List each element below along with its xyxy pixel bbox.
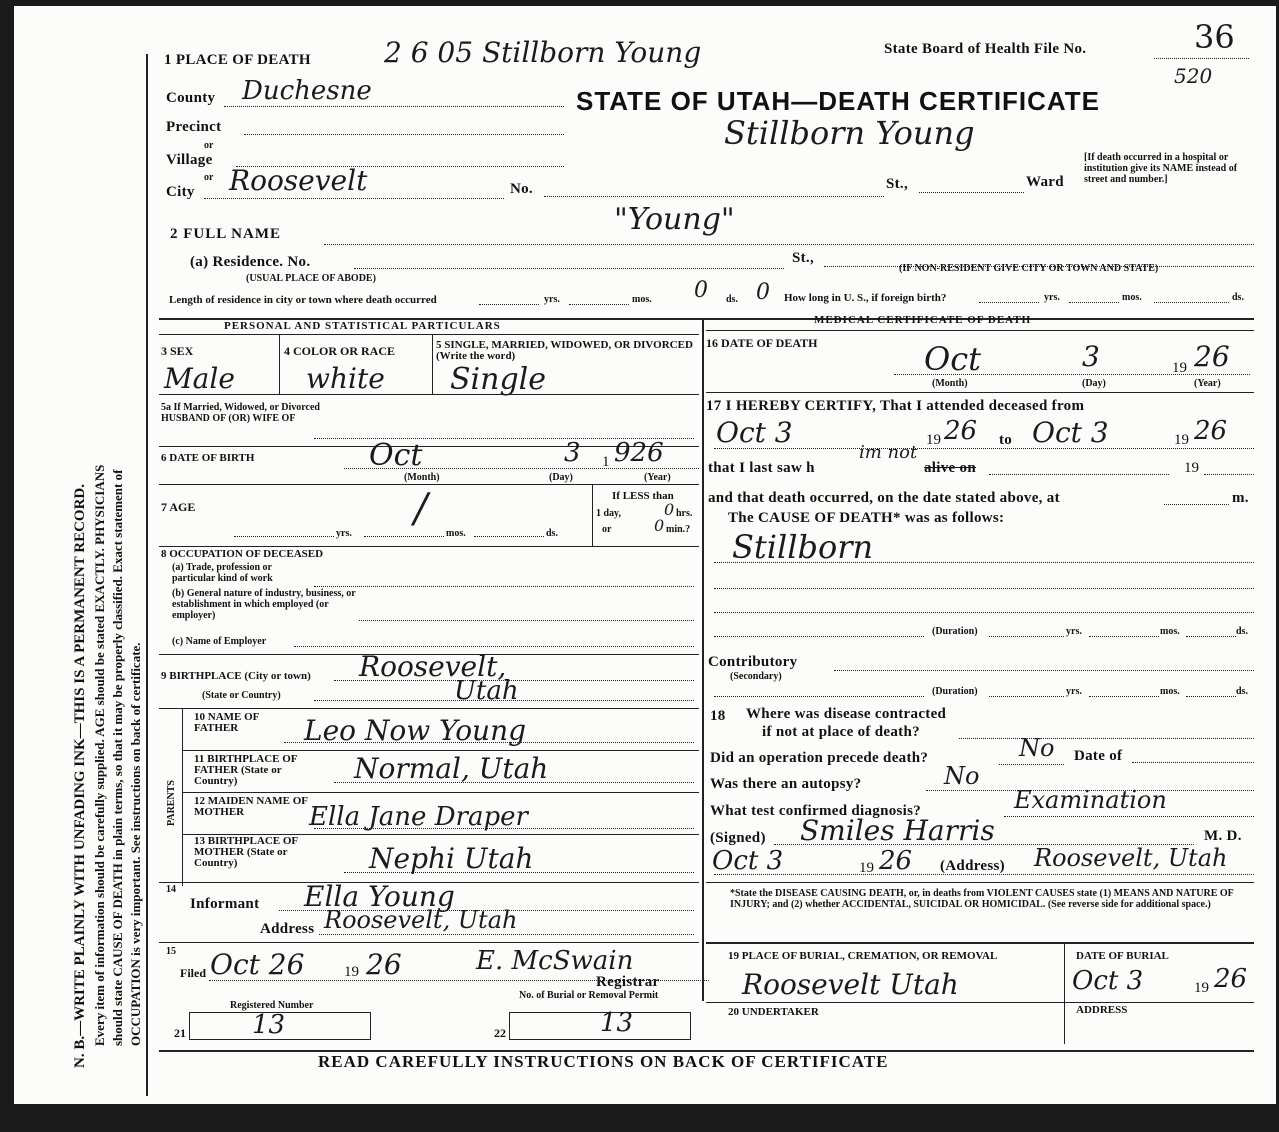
certificate-sheet: N. B.—WRITE PLAINLY WITH UNFADING INK—THIS IS A PERMANENT RECORD. Every item of information should be carefully supplied. AGE should be stated EXACTLY. PHYSICIANS should state CAUSE OF DEATH in plain terms, so that it may be properly classified. Exact statement of OCCUPATION is very important. See instructions on back of certificate. 1 PLACE OF DEATH 2 6 05 Stillborn Young State Board of Health File No. 36 520 STATE OF UTAH—DEATH CERTIFICATE Stillborn Young County Duchesne Precinct or Village or City Roosevelt No. St., Ward [If death occurred in a hospital or institution give its NAME instead of street and number.] 2 FULL NAME "Young" (a) Residence. No. (USUAL PLACE OF ABODE) St., (IF NON-RESIDENT GIVE CITY OR TOWN AND STATE) Length of residence in city or town where death occurred yrs. mos. 0 ds. 0 How long in U. S., if foreign birth? yrs. mos. ds. PERSONAL AND STATISTICAL PARTICULARS MEDICAL CERTIFICATE OF DEATH 3 SEX Male 4 COLOR OR RACE white 5 SINGLE, MARRIED, WIDOWED, OR DIVORCED (Write the word) Single 5a If Married, Widowed, or Divorced HUSBAND OF (OR) WIFE OF 6 DATE OF BIRTH Oct 3 1 926 (Month) (Day) (Year) 7 AGE / yrs. mos. ds. If LESS than 1 day, 0 hrs. or 0 min.? 8 OCCUPATION OF DECEASED (a) Trade, profession or particular kind of work (b) General nature of industry, business, or establishment in which employed (or employer) (c) Name of Employer 9 BIRTHPLACE (City or town) Roosevelt, (State or Country) Utah PARENTS 10 NAME OF FATHER Leo Now Young 11 BIRTHPLACE OF FATHER (State or Country) Normal, Utah 12 MAIDEN NAME OF MOTHER Ella Jane Draper 13 BIRTHPLACE OF MOTHER (State or Country) Nephi Utah 14 Informant Ella Young Address Roosevelt, Utah 15 Filed Oct 26 19 26 E. McSwain Registrar Registered Number 21 13 No. of Burial or Removal Permit 22 13 16 DATE OF DEATH Oct 3 19 26 (Month) (Day) (Year) 17 I HEREBY CERTIFY, That I attended deceased from Oct 3 19 26 to Oct 3 19 26 that I last saw h im not alive on 19 and that death occurred, on the date stated above, at m. The CAUSE OF DEATH* was as follows: Stillborn (Duration) yrs. mos. ds. Contributory (Secondary) (Duration) yrs. mos. ds. 18 Where was disease contracted if not at place of death? Did an operation precede death? No Date of Was there an autopsy? No What test confirmed diagnosis? Examination (Signed) Smiles Harris M. D. Oct 3 19 26 (Address) Roosevelt, Utah *State the DISEASE CAUSING DEATH, or, in deaths from VIOLENT CAUSES state (1) MEANS AND NATURE OF INJURY; and (2) whether ACCIDENTAL, SUICIDAL OR HOMICIDAL. (See reverse side for additional space.) 19 PLACE OF BURIAL, CREMATION, OR REMOVAL Roosevelt Utah DATE OF BURIAL Oct 3 19 26 20 UNDERTAKER ADDRESS READ CAREFULLY INSTRUCTIONS ON BACK OF CERTIFICATE (14, 6, 1276, 1104)
informant-label: Informant (190, 896, 260, 912)
signed-date: Oct 3 (712, 846, 784, 876)
informant-address-label: Address (260, 921, 315, 937)
father-name-value: Leo Now Young (304, 714, 527, 747)
death-day: 3 (1082, 340, 1100, 373)
city-value: Roosevelt (229, 164, 368, 197)
title-handwritten: Stillborn Young (724, 114, 975, 152)
signed-value: Smiles Harris (800, 814, 995, 847)
mother-birthplace-value: Nephi Utah (369, 842, 534, 875)
father-birthplace-value: Normal, Utah (354, 752, 549, 785)
city-label: City (166, 184, 195, 200)
parents-label: PARENTS (166, 780, 177, 826)
side-note-4: OCCUPATION is very important. See instructions on back of certificate. (128, 642, 143, 1046)
residence-label: (a) Residence. No. (190, 254, 311, 270)
autopsy-value: No (944, 762, 980, 790)
medical-section-title: MEDICAL CERTIFICATE OF DEATH (814, 314, 1032, 326)
permit-label: No. of Burial or Removal Permit (519, 990, 659, 1001)
contributory-label: Contributory (708, 654, 798, 670)
birthplace-value: Roosevelt, (359, 650, 507, 683)
informant-address-value: Roosevelt, Utah (324, 906, 518, 934)
cause-value: Stillborn (732, 528, 874, 566)
marital-value: Single (450, 362, 547, 397)
length-of-residence-label: Length of residence in city or town where death occurred (169, 294, 437, 306)
last-saw-label: that I last saw h (708, 460, 815, 476)
father-name-label: 10 NAME OF FATHER (194, 711, 259, 734)
hospital-note: [If death occurred in a hospital or institution give its NAME instead of street and number.] (1084, 152, 1238, 185)
village-label: Village (166, 152, 213, 168)
county-label: County (166, 90, 216, 106)
operation-value: No (1019, 734, 1055, 762)
file-no-value: 36 (1194, 18, 1235, 56)
marital-label: 5 SINGLE, MARRIED, WIDOWED, OR DIVORCED (Write the word) (436, 339, 693, 362)
test-value: Examination (1014, 786, 1167, 814)
father-birthplace-label: 11 BIRTHPLACE OF FATHER (State or Country) (194, 753, 298, 787)
file-no-label: State Board of Health File No. (884, 41, 1087, 57)
left-border (146, 54, 148, 1096)
attended-from: Oct 3 (716, 416, 793, 449)
filed-value: Oct 26 (210, 948, 305, 981)
burial-place-value: Roosevelt Utah (742, 968, 959, 1001)
dob-year: 926 (614, 438, 664, 468)
county-value: Duchesne (242, 76, 372, 106)
death-occurred-label: and that death occurred, on the date stated above, at (708, 490, 1060, 506)
occupation-label: 8 OCCUPATION OF DECEASED (161, 548, 324, 560)
test-label: What test confirmed diagnosis? (710, 803, 922, 819)
precinct-label: Precinct (166, 119, 222, 135)
certify-label: 17 I HEREBY CERTIFY, That I attended deceased from (706, 398, 1085, 414)
personal-section-title: PERSONAL AND STATISTICAL PARTICULARS (224, 320, 501, 332)
side-note-1: N. B.—WRITE PLAINLY WITH UNFADING INK—THIS IS A PERMANENT RECORD. (72, 484, 88, 1068)
full-name-value: "Young" (614, 202, 735, 237)
filed-year: 26 (366, 948, 402, 981)
place-of-death-value: 2 6 05 Stillborn Young (384, 36, 702, 69)
dob-day: 3 (564, 438, 581, 468)
filed-label: Filed (180, 966, 206, 980)
burial-date-label: DATE OF BURIAL (1076, 950, 1169, 962)
mother-name-label: 12 MAIDEN NAME OF MOTHER (194, 795, 308, 818)
certificate-title: STATE OF UTAH—DEATH CERTIFICATE (576, 86, 1100, 116)
sex-value: Male (164, 362, 235, 395)
birthplace-state-value: Utah (454, 676, 519, 706)
death-month: Oct (924, 340, 982, 378)
age-value: / (414, 486, 428, 532)
undertaker-address-label: ADDRESS (1076, 1004, 1128, 1016)
disease-contracted-label: Where was disease contracted (746, 706, 947, 722)
dob-label: 6 DATE OF BIRTH (161, 452, 255, 464)
informant-value: Ella Young (304, 880, 455, 913)
place-of-death-label: 1 PLACE OF DEATH (164, 52, 311, 68)
color-value: white (306, 362, 385, 395)
undertaker-label: 20 UNDERTAKER (728, 1006, 819, 1018)
registered-number-label: Registered Number (230, 1000, 314, 1011)
operation-label: Did an operation precede death? (710, 750, 929, 766)
mother-birthplace-label: 13 BIRTHPLACE OF MOTHER (State or Country) (194, 835, 298, 869)
cause-label: The CAUSE OF DEATH* was as follows: (728, 510, 1005, 526)
registered-number-value: 13 (252, 1010, 286, 1040)
footer-instructions: READ CAREFULLY INSTRUCTIONS ON BACK OF CERTIFICATE (318, 1052, 889, 1071)
registrar-value: E. McSwain (476, 946, 634, 976)
signed-label: (Signed) (710, 830, 766, 846)
burial-date-value: Oct 3 (1072, 966, 1144, 996)
mother-name-value: Ella Jane Draper (309, 802, 528, 832)
husband-label: 5a If Married, Widowed, or Divorced HUSBAND OF (OR) WIFE OF (161, 402, 320, 424)
autopsy-label: Was there an autopsy? (710, 776, 862, 792)
death-year: 26 (1194, 340, 1230, 373)
color-label: 4 COLOR OR RACE (284, 344, 396, 358)
side-note-3: should state CAUSE OF DEATH in plain terms, so that it may be properly classified. Exact statement of (110, 469, 125, 1046)
birthplace-label: 9 BIRTHPLACE (City or town) (161, 670, 311, 682)
full-name-label: 2 FULL NAME (170, 226, 282, 242)
date-of-death-label: 16 DATE OF DEATH (706, 336, 818, 350)
last-saw-value: im not (859, 442, 918, 463)
permit-value: 13 (600, 1008, 634, 1038)
cause-footnote: *State the DISEASE CAUSING DEATH, or, in deaths from VIOLENT CAUSES state (1) MEANS AND NATURE OF INJURY; and (2) whether ACCIDENTAL, SUICIDAL OR HOMICIDAL. (See reverse side for additional space.) (730, 888, 1234, 910)
file-no-extra: 520 (1174, 64, 1213, 88)
registrar-label: Registrar (596, 974, 660, 990)
sex-label: 3 SEX (161, 344, 194, 358)
side-note-2: Every item of information should be carefully supplied. AGE should be stated EXACTLY. PHYSICIANS (92, 464, 107, 1046)
attended-to: Oct 3 (1032, 416, 1109, 449)
dob-month: Oct (369, 438, 423, 473)
physician-address: Roosevelt, Utah (1034, 844, 1228, 872)
age-label: 7 AGE (161, 500, 196, 514)
burial-place-label: 19 PLACE OF BURIAL, CREMATION, OR REMOVAL (728, 950, 998, 962)
